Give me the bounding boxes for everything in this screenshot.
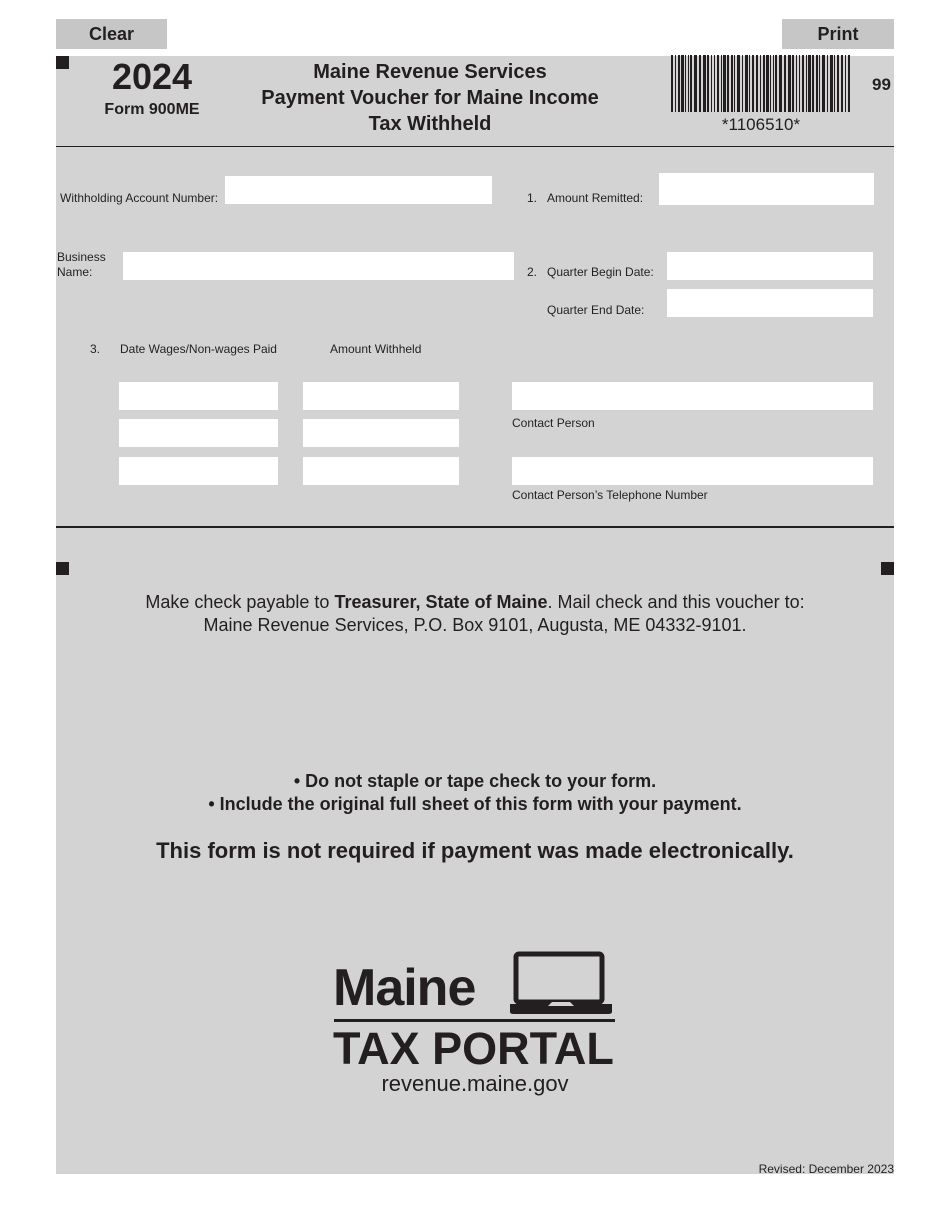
amount-remitted-num: 1.	[527, 191, 538, 205]
barcode-bar	[788, 55, 791, 112]
barcode-bar	[734, 55, 735, 112]
barcode	[671, 55, 851, 112]
text: Make check payable to	[145, 592, 335, 612]
label-line: Name:	[57, 265, 93, 279]
barcode-bar	[841, 55, 843, 112]
print-button[interactable]: Print	[782, 19, 894, 49]
barcode-bar	[848, 55, 850, 112]
quarter-begin-input[interactable]	[667, 252, 873, 280]
bullet: • Include the original full sheet of this form with your payment.	[208, 794, 742, 814]
barcode-bar	[675, 55, 676, 112]
contact-phone-label: Contact Person’s Telephone Number	[512, 488, 708, 502]
barcode-bar	[707, 55, 709, 112]
revised-date: Revised: December 2023	[758, 1162, 894, 1176]
amount-withheld-input-1[interactable]	[303, 382, 459, 410]
barcode-bar	[827, 55, 828, 112]
withholding-account-label: Withholding Account Number:	[60, 191, 219, 205]
barcode-bar	[688, 55, 689, 112]
barcode-bar	[745, 55, 748, 112]
barcode-bar	[834, 55, 835, 112]
divider	[56, 526, 894, 528]
label-line: Business	[57, 250, 106, 264]
clear-button[interactable]: Clear	[56, 19, 167, 49]
barcode-bar	[763, 55, 765, 112]
amount-withheld-header: Amount Withheld	[330, 342, 422, 356]
barcode-bar	[723, 55, 726, 112]
barcode-bar	[812, 55, 814, 112]
payable-line	[56, 591, 894, 614]
title-line: Payment Voucher for Maine Income	[261, 87, 599, 109]
barcode-bar	[819, 55, 820, 112]
registration-mark	[881, 562, 894, 575]
barcode-bar	[822, 55, 825, 112]
business-name-input[interactable]	[123, 252, 514, 280]
barcode-bar	[756, 55, 758, 112]
barcode-bar	[792, 55, 794, 112]
logo-tax-portal: TAX PORTAL	[333, 1023, 614, 1074]
barcode-bar	[766, 55, 769, 112]
barcode-bar	[775, 55, 777, 112]
barcode-bar	[816, 55, 818, 112]
amount-withheld-input-2[interactable]	[303, 419, 459, 447]
barcode-bar	[737, 55, 740, 112]
logo-maine: Maine	[333, 959, 476, 1017]
barcode-bar	[671, 55, 673, 112]
barcode-bar	[802, 55, 804, 112]
contact-person-input[interactable]	[512, 382, 873, 410]
quarter-end-label: Quarter End Date:	[547, 303, 645, 317]
barcode-bar	[678, 55, 680, 112]
bullets	[56, 770, 894, 816]
barcode-bar	[711, 55, 712, 112]
barcode-bar	[830, 55, 833, 112]
title-line: Maine Revenue Services	[313, 61, 547, 83]
barcode-bar	[770, 55, 771, 112]
barcode-bar	[685, 55, 686, 112]
barcode-bar	[773, 55, 774, 112]
registration-mark	[56, 56, 69, 69]
barcode-bar	[690, 55, 692, 112]
form-year: 2024	[111, 56, 193, 97]
barcode-bar	[808, 55, 811, 112]
electronic-note: This form is not required if payment was made electronically.	[156, 838, 794, 863]
barcode-bar	[699, 55, 701, 112]
barcode-bar	[731, 55, 733, 112]
barcode-bar	[779, 55, 782, 112]
barcode-bar	[749, 55, 750, 112]
barcode-text: *1106510*	[721, 115, 801, 134]
payee: Treasurer, State of Maine	[334, 592, 548, 612]
barcode-bar	[760, 55, 761, 112]
barcode-bar	[721, 55, 722, 112]
barcode-bar	[799, 55, 800, 112]
title-line: Tax Withheld	[368, 113, 492, 135]
registration-mark	[56, 562, 69, 575]
contact-phone-input[interactable]	[512, 457, 873, 485]
text: . Mail check and this voucher to:	[547, 592, 805, 612]
barcode-bar	[742, 55, 743, 112]
barcode-bar	[796, 55, 797, 112]
barcode-bar	[703, 55, 706, 112]
barcode-bar	[845, 55, 846, 112]
form-number: Form 900ME	[104, 101, 200, 118]
barcode-bar	[752, 55, 754, 112]
divider	[56, 146, 894, 147]
quarter-begin-num: 2.	[527, 265, 538, 279]
barcode-bar	[806, 55, 807, 112]
date-paid-input-1[interactable]	[119, 382, 278, 410]
mailing-address: Maine Revenue Services, P.O. Box 9101, Augusta, ME 04332-9101.	[203, 615, 747, 635]
barcode-bar	[717, 55, 719, 112]
amount-remitted-label: Amount Remitted:	[547, 191, 644, 205]
date-paid-input-3[interactable]	[119, 457, 278, 485]
barcode-bar	[714, 55, 715, 112]
quarter-begin-label: Quarter Begin Date:	[547, 265, 654, 279]
portal-url[interactable]: revenue.maine.gov	[381, 1071, 569, 1096]
quarter-end-input[interactable]	[667, 289, 873, 317]
payment-instructions	[56, 591, 894, 637]
date-paid-header: Date Wages/Non-wages Paid	[120, 342, 277, 356]
withholding-account-input[interactable]	[225, 176, 492, 204]
barcode-bar	[837, 55, 839, 112]
amount-withheld-input-3[interactable]	[303, 457, 459, 485]
laptop-icon	[508, 950, 614, 1018]
business-name-label	[57, 250, 106, 280]
form-code: 99	[872, 75, 891, 94]
barcode-bar	[681, 55, 684, 112]
line3-num: 3.	[90, 342, 101, 356]
barcode-bar	[694, 55, 697, 112]
bullet: • Do not staple or tape check to your form.	[293, 771, 657, 791]
logo-rule	[334, 1019, 615, 1022]
barcode-bar	[784, 55, 786, 112]
barcode-bar	[727, 55, 729, 112]
contact-person-label: Contact Person	[512, 416, 595, 430]
date-paid-input-2[interactable]	[119, 419, 278, 447]
amount-remitted-input[interactable]	[659, 173, 874, 205]
form-title	[230, 59, 630, 137]
